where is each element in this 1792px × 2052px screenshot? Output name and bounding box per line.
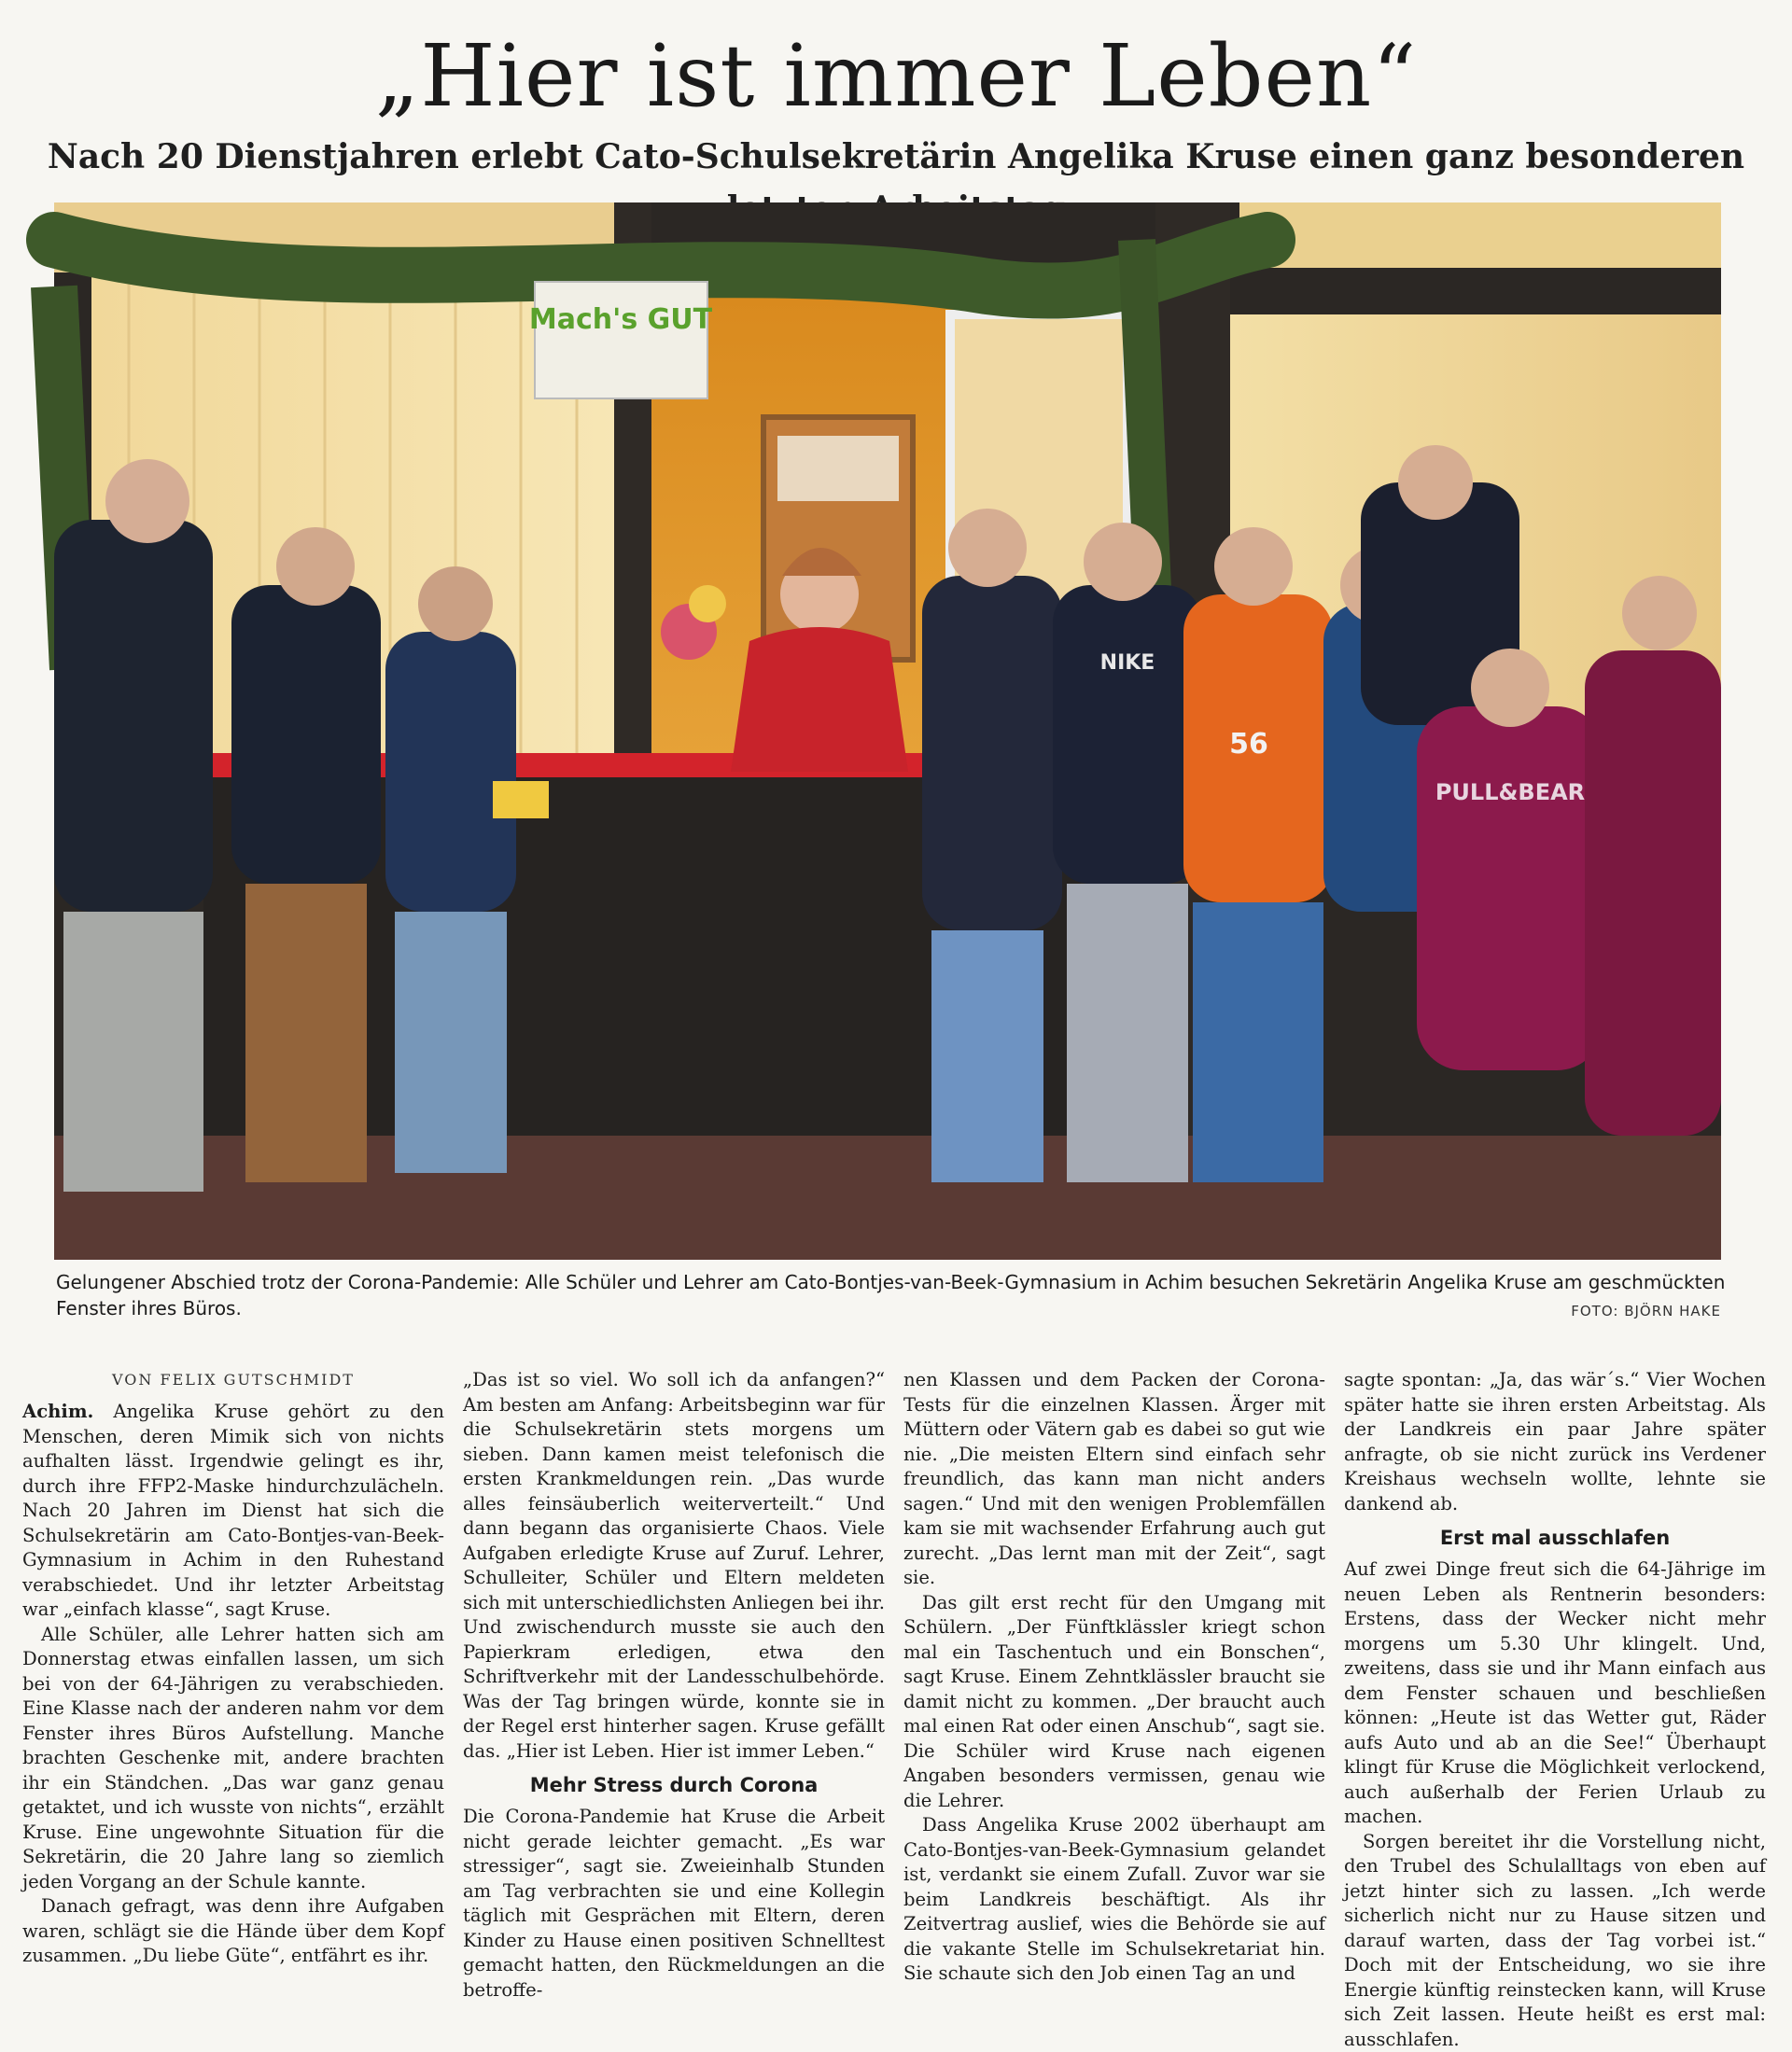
subhead: Erst mal ausschlafen <box>1344 1524 1766 1552</box>
hoodie-text-56: 56 <box>1229 728 1268 761</box>
article-photo <box>54 202 1721 1260</box>
paragraph-text: Angelika Kruse gehört zu den Menschen, deren Mimik sich von nichts aufhalten lässt. Irgendwie gelingt es ihr, durch ihre FFP2-Maske hindurchzulächeln. Nach 20 Jahren im Dienst hat sich die Schulsekretärin am Cato-Bontjes-van-Beek-Gymnasium in Achim in den Ruhestand verabschiedet. Und ihr letzter Arbeitstag war „einfach klasse“, sagt Kruse. <box>22 1401 444 1620</box>
paragraph: Dass Angelika Kruse 2002 überhaupt am Cato-Bontjes-van-Beek-Gymnasium gelandet ist, verdankt sie einem Zufall. Zuvor war sie beim Landkreis beschäftigt. Als ihr Zeitvertrag auslief, wies die Behörde sie auf die vakante Stelle im Schulsekretariat hin. Sie schaute sich den Job einen Tag an und <box>903 1813 1325 1987</box>
dateline: Achim. <box>22 1401 93 1422</box>
headline: „Hier ist immer Leben“ <box>0 26 1792 127</box>
column-2 <box>463 1368 885 2003</box>
photo-caption: Gelungener Abschied trotz der Corona-Pandemie: Alle Schüler und Lehrer am Cato-Bontjes-van-Beek-Gymnasium in Achim besuchen Sekretärin Angelika Kruse am geschmückten Fenster ihres Büros. <box>56 1269 1727 1321</box>
subhead: Mehr Stress durch Corona <box>463 1771 885 1799</box>
sign-text: Mach's GUT <box>529 303 713 336</box>
paragraph: sagte spontan: „Ja, das wär´s.“ Vier Wochen später hatte sie ihren ersten Arbeitstag. Als der Landkreis ein paar Jahre später anfragte, ob sie nicht zurück ins Verdener Kreishaus wechseln wollte, lehnte sie dankend ab. <box>1344 1368 1766 1516</box>
column-3 <box>903 1368 1325 2003</box>
photo-credit: FOTO: BJÖRN HAKE <box>1571 1303 1721 1319</box>
paragraph: Die Corona-Pandemie hat Kruse die Arbeit nicht gerade leichter gemacht. „Es war stressiger“, sagt sie. Zweieinhalb Stunden am Tag verbrachten sie und eine Kollegin täglich mit Gesprächen mit Eltern, deren Kinder zu Hause einen positiven Schnelltest gemacht hatten, den Rückmeldungen an die betroffe- <box>463 1805 885 2003</box>
paragraph: „Das ist so viel. Wo soll ich da anfangen?“ Am besten am Anfang: Arbeitsbeginn war für die Schulsekretärin stets morgens um sieben. Dann kamen meist telefonisch die ersten Krankmeldungen rein. „Das wurde alles feinsäuberlich weiterverteilt.“ Und dann begann das organisierte Chaos. Viele Aufgaben erledigte Kruse auf Zuruf. Lehrer, Schulleiter, Schüler und Eltern meldeten sich mit unterschiedlichsten Anliegen bei ihr. Und zwischendurch musste sie auch den Papierkram erledigen, etwa den Schriftverkehr mit der Landesschulbehörde. Was der Tag bringen würde, konnte sie in der Regel erst hinterher sagen. Kruse gefällt das. „Hier ist Leben. Hier ist immer Leben.“ <box>463 1368 885 1764</box>
paragraph: nen Klassen und dem Packen der Corona-Tests für die einzelnen Klassen. Ärger mit Müttern oder Vätern gab es dabei so gut wie nie. „Die meisten Eltern sind einfach sehr freundlich, das kann man nicht anders sagen.“ Und mit den wenigen Problemfällen kam sie mit wachsender Erfahrung auch gut zurecht. „Das lernt man mit der Zeit“, sagt sie. <box>903 1368 1325 1591</box>
column-4 <box>1344 1368 1766 2003</box>
photo-illustration <box>54 202 1721 1260</box>
paragraph: Danach gefragt, was denn ihre Aufgaben waren, schlägt sie die Hände über dem Kopf zusammen. „Du liebe Güte“, entfährt es ihr. <box>22 1894 444 1969</box>
paragraph <box>22 1400 444 1623</box>
paragraph: Das gilt erst recht für den Umgang mit Schülern. „Der Fünftklässler kriegt schon mal ein Taschentuch und ein Bonschen“, sagt Kruse. Einem Zehntklässler braucht sie damit nicht zu kommen. „Der braucht auch mal einen Rat oder einen Anschub“, sagt sie. Die Schüler wird Kruse nach eigenen Angaben besonders vermissen, genau wie die Lehrer. <box>903 1591 1325 1814</box>
sign <box>529 282 713 398</box>
column-1 <box>22 1368 444 2003</box>
paragraph: Auf zwei Dinge freut sich die 64-Jährige im neuen Leben als Rentnerin besonders: Erstens, dass der Wecker nicht mehr morgens um 5.30 Uhr klingelt. Und, zweitens, dass sie und ihr Mann einfach aus dem Fenster schauen und beschließen können: „Heute ist das Wetter gut, Räder aufs Auto und ab an die See!“ Überhaupt klingt für Kruse die Möglichkeit verlockend, auch außerhalb der Ferien Urlaub zu machen. <box>1344 1557 1766 1830</box>
paragraph: Sorgen bereitet ihr die Vorstellung nicht, den Trubel des Schulalltags von eben auf jetzt hinter sich zu lassen. „Ich werde sicherlich nicht nur zu Hause sitzen und darauf warten, dass der Tag vorbei ist.“ Doch mit der Entscheidung, wo sie ihre Energie künftig reinstecken kann, will Kruse sich Zeit lassen. Heute heißt es erst mal: ausschlafen. <box>1344 1830 1766 2052</box>
subheadline: Nach 20 Dienstjahren erlebt Cato-Schulsekretärin Angelika Kruse einen ganz besonderen <box>0 131 1792 235</box>
hoodie-text-pullbear: PULL&BEAR <box>1435 779 1585 805</box>
hoodie-text-nike: NIKE <box>1100 651 1155 675</box>
byline: VON FELIX GUTSCHMIDT <box>22 1368 444 1392</box>
paragraph: Alle Schüler, alle Lehrer hatten sich am Donnerstag etwas einfallen lassen, um sich bei von der 64-Jährigen zu verabschieden. Eine Klasse nach der anderen nahm vor dem Fenster ihres Büros Aufstellung. Manche brachten Geschenke mit, andere brachten ihr ein Ständchen. „Das war ganz genau getaktet, und ich wusste von nichts“, erzählt Kruse. Eine ungewohnte Situation für die Sekretärin, die 20 Jahre lang so ziemlich jeden Vorgang an der Schule kannte. <box>22 1623 444 1895</box>
